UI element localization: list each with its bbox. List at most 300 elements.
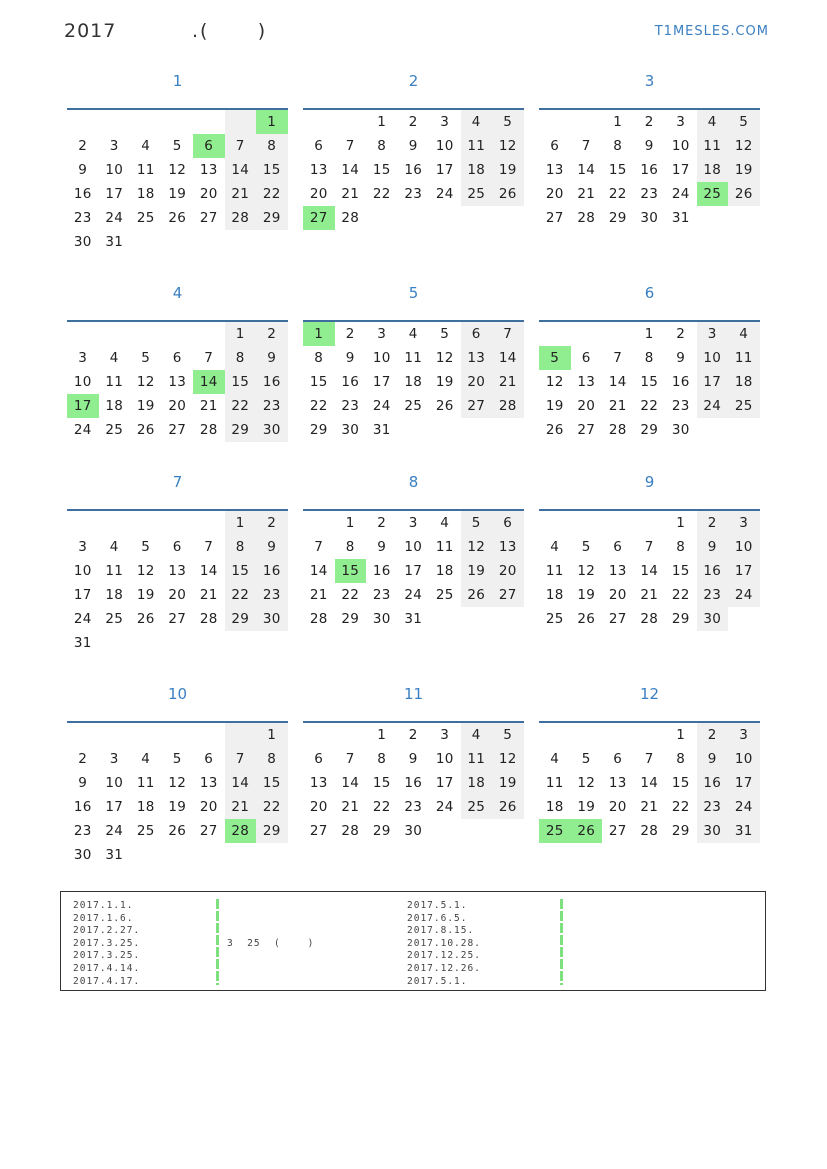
day-cell[interactable]: 6 [314,751,324,767]
day-cell[interactable]: 25 [697,182,729,206]
day-cell[interactable]: 15 [225,559,257,583]
day-cell[interactable]: 15 [225,370,257,394]
day-cell[interactable]: 4 [141,138,151,154]
day-cell[interactable]: 19 [168,799,187,815]
day-cell[interactable]: 1 [644,326,654,342]
day-cell[interactable]: 11 [728,346,760,370]
day-cell[interactable]: 10 [435,751,454,767]
day-cell[interactable]: 10 [73,563,92,579]
day-cell[interactable]: 9 [256,535,288,559]
day-cell[interactable]: 12 [577,563,596,579]
day-cell[interactable]: 18 [545,799,564,815]
day-cell[interactable]: 13 [545,162,564,178]
day-cell[interactable]: 24 [372,398,391,414]
day-cell[interactable]: 18 [545,587,564,603]
day-cell[interactable]: 14 [193,370,225,394]
day-cell[interactable]: 26 [492,795,524,819]
day-cell[interactable]: 26 [168,823,187,839]
day-cell[interactable]: 12 [136,374,155,390]
day-cell[interactable]: 28 [199,611,218,627]
day-cell[interactable]: 10 [105,775,124,791]
day-cell[interactable]: 8 [377,138,387,154]
day-cell[interactable]: 3 [78,539,88,555]
day-cell[interactable]: 22 [671,587,690,603]
day-cell[interactable]: 15 [608,162,627,178]
day-cell[interactable]: 23 [640,186,659,202]
day-cell[interactable]: 3 [440,114,450,130]
day-cell[interactable]: 16 [671,374,690,390]
day-cell[interactable]: 7 [345,138,355,154]
day-cell[interactable]: 30 [341,422,360,438]
day-cell[interactable]: 12 [492,134,524,158]
day-cell[interactable]: 20 [545,186,564,202]
day-cell[interactable]: 6 [492,511,524,535]
day-cell[interactable]: 19 [728,158,760,182]
day-cell[interactable]: 29 [225,607,257,631]
day-cell[interactable]: 20 [492,559,524,583]
day-cell[interactable]: 1 [225,511,257,535]
day-cell[interactable]: 24 [105,210,124,226]
day-cell[interactable]: 24 [404,587,423,603]
day-cell[interactable]: 27 [608,823,627,839]
day-cell[interactable]: 14 [225,771,257,795]
day-cell[interactable]: 24 [435,799,454,815]
day-cell[interactable]: 21 [309,587,328,603]
day-cell[interactable]: 8 [613,138,623,154]
day-cell[interactable]: 16 [404,775,423,791]
day-cell[interactable]: 19 [577,799,596,815]
day-cell[interactable]: 19 [136,398,155,414]
day-cell[interactable]: 25 [728,394,760,418]
day-cell[interactable]: 28 [309,611,328,627]
day-cell[interactable]: 5 [539,346,571,370]
day-cell[interactable]: 17 [671,162,690,178]
day-cell[interactable]: 20 [199,799,218,815]
day-cell[interactable]: 12 [168,162,187,178]
day-cell[interactable]: 24 [105,823,124,839]
day-cell[interactable]: 3 [728,723,760,747]
day-cell[interactable]: 19 [545,398,564,414]
day-cell[interactable]: 8 [676,539,686,555]
day-cell[interactable]: 7 [644,751,654,767]
day-cell[interactable]: 3 [697,322,729,346]
day-cell[interactable]: 27 [492,583,524,607]
day-cell[interactable]: 27 [608,611,627,627]
day-cell[interactable]: 9 [408,138,418,154]
day-cell[interactable]: 6 [581,350,591,366]
day-cell[interactable]: 30 [404,823,423,839]
day-cell[interactable]: 4 [697,110,729,134]
day-cell[interactable]: 6 [193,134,225,158]
day-cell[interactable]: 2 [78,138,88,154]
day-cell[interactable]: 7 [581,138,591,154]
day-cell[interactable]: 16 [73,799,92,815]
day-cell[interactable]: 1 [256,723,288,747]
day-cell[interactable]: 5 [172,138,182,154]
day-cell[interactable]: 28 [608,422,627,438]
day-cell[interactable]: 30 [697,819,729,843]
day-cell[interactable]: 28 [225,206,257,230]
day-cell[interactable]: 15 [256,771,288,795]
day-cell[interactable]: 20 [168,587,187,603]
day-cell[interactable]: 4 [461,723,493,747]
day-cell[interactable]: 26 [728,182,760,206]
day-cell[interactable]: 25 [136,210,155,226]
day-cell[interactable]: 30 [256,418,288,442]
day-cell[interactable]: 11 [545,563,564,579]
day-cell[interactable]: 21 [341,799,360,815]
day-cell[interactable]: 19 [136,587,155,603]
day-cell[interactable]: 22 [341,587,360,603]
day-cell[interactable]: 21 [577,186,596,202]
day-cell[interactable]: 21 [199,587,218,603]
day-cell[interactable]: 12 [168,775,187,791]
day-cell[interactable]: 8 [345,539,355,555]
day-cell[interactable]: 9 [78,162,88,178]
day-cell[interactable]: 25 [545,611,564,627]
day-cell[interactable]: 19 [492,158,524,182]
day-cell[interactable]: 30 [73,847,92,863]
day-cell[interactable]: 9 [78,775,88,791]
day-cell[interactable]: 1 [345,515,355,531]
day-cell[interactable]: 4 [141,751,151,767]
day-cell[interactable]: 11 [435,539,454,555]
day-cell[interactable]: 9 [676,350,686,366]
day-cell[interactable]: 18 [404,374,423,390]
day-cell[interactable]: 4 [109,539,119,555]
day-cell[interactable]: 3 [78,350,88,366]
day-cell[interactable]: 6 [314,138,324,154]
day-cell[interactable]: 3 [728,511,760,535]
day-cell[interactable]: 14 [492,346,524,370]
day-cell[interactable]: 17 [372,374,391,390]
day-cell[interactable]: 17 [67,394,99,418]
day-cell[interactable]: 10 [404,539,423,555]
day-cell[interactable]: 20 [199,186,218,202]
day-cell[interactable]: 6 [172,350,182,366]
day-cell[interactable]: 20 [608,799,627,815]
day-cell[interactable]: 24 [73,422,92,438]
day-cell[interactable]: 21 [225,182,257,206]
day-cell[interactable]: 26 [571,819,603,843]
day-cell[interactable]: 15 [335,559,367,583]
day-cell[interactable]: 29 [225,418,257,442]
day-cell[interactable]: 25 [461,795,493,819]
day-cell[interactable]: 9 [256,346,288,370]
day-cell[interactable]: 26 [545,422,564,438]
day-cell[interactable]: 21 [640,799,659,815]
day-cell[interactable]: 10 [728,747,760,771]
day-cell[interactable]: 6 [461,322,493,346]
day-cell[interactable]: 12 [492,747,524,771]
day-cell[interactable]: 22 [256,182,288,206]
day-cell[interactable]: 7 [225,134,257,158]
day-cell[interactable]: 18 [728,370,760,394]
day-cell[interactable]: 23 [404,799,423,815]
day-cell[interactable]: 24 [697,394,729,418]
day-cell[interactable]: 26 [136,611,155,627]
day-cell[interactable]: 20 [608,587,627,603]
day-cell[interactable]: 10 [728,535,760,559]
day-cell[interactable]: 17 [435,162,454,178]
day-cell[interactable]: 29 [256,206,288,230]
day-cell[interactable]: 23 [73,823,92,839]
day-cell[interactable]: 7 [345,751,355,767]
day-cell[interactable]: 19 [168,186,187,202]
day-cell[interactable]: 17 [697,370,729,394]
day-cell[interactable]: 5 [141,539,151,555]
day-cell[interactable]: 15 [671,775,690,791]
day-cell[interactable]: 31 [671,210,690,226]
day-cell[interactable]: 3 [377,326,387,342]
day-cell[interactable]: 21 [608,398,627,414]
day-cell[interactable]: 27 [309,823,328,839]
day-cell[interactable]: 15 [309,374,328,390]
day-cell[interactable]: 16 [404,162,423,178]
day-cell[interactable]: 16 [256,559,288,583]
day-cell[interactable]: 2 [256,511,288,535]
day-cell[interactable]: 7 [492,322,524,346]
day-cell[interactable]: 15 [372,162,391,178]
day-cell[interactable]: 13 [492,535,524,559]
day-cell[interactable]: 5 [728,110,760,134]
day-cell[interactable]: 27 [461,394,493,418]
day-cell[interactable]: 11 [136,162,155,178]
day-cell[interactable]: 9 [345,350,355,366]
day-cell[interactable]: 13 [309,775,328,791]
day-cell[interactable]: 18 [136,799,155,815]
day-cell[interactable]: 30 [640,210,659,226]
day-cell[interactable]: 2 [78,751,88,767]
day-cell[interactable]: 29 [341,611,360,627]
day-cell[interactable]: 27 [199,210,218,226]
day-cell[interactable]: 12 [461,535,493,559]
day-cell[interactable]: 6 [550,138,560,154]
day-cell[interactable]: 10 [697,346,729,370]
day-cell[interactable]: 30 [256,607,288,631]
day-cell[interactable]: 4 [728,322,760,346]
day-cell[interactable]: 13 [577,374,596,390]
day-cell[interactable]: 8 [676,751,686,767]
day-cell[interactable]: 31 [728,819,760,843]
day-cell[interactable]: 26 [461,583,493,607]
day-cell[interactable]: 12 [435,350,454,366]
day-cell[interactable]: 13 [309,162,328,178]
day-cell[interactable]: 18 [461,158,493,182]
day-cell[interactable]: 16 [372,563,391,579]
day-cell[interactable]: 18 [435,563,454,579]
day-cell[interactable]: 11 [105,374,124,390]
day-cell[interactable]: 1 [256,110,288,134]
day-cell[interactable]: 23 [697,795,729,819]
day-cell[interactable]: 8 [256,747,288,771]
day-cell[interactable]: 24 [728,795,760,819]
day-cell[interactable]: 19 [492,771,524,795]
day-cell[interactable]: 27 [168,611,187,627]
day-cell[interactable]: 20 [577,398,596,414]
day-cell[interactable]: 3 [109,138,119,154]
day-cell[interactable]: 15 [640,374,659,390]
day-cell[interactable]: 14 [225,158,257,182]
day-cell[interactable]: 22 [256,795,288,819]
day-cell[interactable]: 3 [676,114,686,130]
day-cell[interactable]: 8 [225,535,257,559]
day-cell[interactable]: 17 [73,587,92,603]
day-cell[interactable]: 13 [199,162,218,178]
day-cell[interactable]: 5 [172,751,182,767]
day-cell[interactable]: 2 [345,326,355,342]
day-cell[interactable]: 2 [408,727,418,743]
day-cell[interactable]: 20 [168,398,187,414]
day-cell[interactable]: 2 [408,114,418,130]
day-cell[interactable]: 9 [697,747,729,771]
day-cell[interactable]: 11 [105,563,124,579]
day-cell[interactable]: 5 [440,326,450,342]
day-cell[interactable]: 31 [105,847,124,863]
day-cell[interactable]: 26 [136,422,155,438]
day-cell[interactable]: 29 [608,210,627,226]
day-cell[interactable]: 18 [105,587,124,603]
day-cell[interactable]: 7 [613,350,623,366]
day-cell[interactable]: 15 [256,158,288,182]
day-cell[interactable]: 7 [204,539,214,555]
day-cell[interactable]: 14 [199,563,218,579]
day-cell[interactable]: 1 [377,114,387,130]
day-cell[interactable]: 14 [341,775,360,791]
day-cell[interactable]: 19 [435,374,454,390]
day-cell[interactable]: 28 [199,422,218,438]
day-cell[interactable]: 13 [199,775,218,791]
day-cell[interactable]: 31 [105,234,124,250]
day-cell[interactable]: 22 [640,398,659,414]
day-cell[interactable]: 14 [577,162,596,178]
day-cell[interactable]: 2 [256,322,288,346]
day-cell[interactable]: 24 [435,186,454,202]
day-cell[interactable]: 11 [404,350,423,366]
day-cell[interactable]: 10 [671,138,690,154]
day-cell[interactable]: 16 [256,370,288,394]
day-cell[interactable]: 25 [539,819,571,843]
day-cell[interactable]: 20 [309,186,328,202]
day-cell[interactable]: 1 [303,322,335,346]
day-cell[interactable]: 25 [105,422,124,438]
day-cell[interactable]: 29 [671,611,690,627]
day-cell[interactable]: 17 [105,799,124,815]
day-cell[interactable]: 27 [303,206,335,230]
day-cell[interactable]: 3 [408,515,418,531]
day-cell[interactable]: 30 [372,611,391,627]
day-cell[interactable]: 23 [404,186,423,202]
day-cell[interactable]: 25 [435,587,454,603]
day-cell[interactable]: 6 [172,539,182,555]
day-cell[interactable]: 3 [440,727,450,743]
day-cell[interactable]: 25 [404,398,423,414]
day-cell[interactable]: 9 [408,751,418,767]
day-cell[interactable]: 25 [105,611,124,627]
day-cell[interactable]: 17 [728,559,760,583]
day-cell[interactable]: 7 [204,350,214,366]
day-cell[interactable]: 22 [671,799,690,815]
day-cell[interactable]: 31 [372,422,391,438]
day-cell[interactable]: 18 [136,186,155,202]
day-cell[interactable]: 17 [728,771,760,795]
day-cell[interactable]: 4 [550,751,560,767]
day-cell[interactable]: 16 [640,162,659,178]
day-cell[interactable]: 11 [136,775,155,791]
day-cell[interactable]: 22 [608,186,627,202]
day-cell[interactable]: 31 [404,611,423,627]
day-cell[interactable]: 7 [225,747,257,771]
day-cell[interactable]: 21 [492,370,524,394]
day-cell[interactable]: 26 [577,611,596,627]
day-cell[interactable]: 17 [435,775,454,791]
day-cell[interactable]: 19 [461,559,493,583]
brand-link[interactable]: T1MESLES.COM [654,24,769,39]
day-cell[interactable]: 14 [309,563,328,579]
day-cell[interactable]: 8 [644,350,654,366]
day-cell[interactable]: 16 [73,186,92,202]
day-cell[interactable]: 22 [372,186,391,202]
day-cell[interactable]: 13 [608,775,627,791]
day-cell[interactable]: 14 [640,563,659,579]
day-cell[interactable]: 18 [697,158,729,182]
day-cell[interactable]: 12 [577,775,596,791]
day-cell[interactable]: 9 [644,138,654,154]
day-cell[interactable]: 23 [73,210,92,226]
day-cell[interactable]: 1 [613,114,623,130]
day-cell[interactable]: 8 [225,346,257,370]
day-cell[interactable]: 28 [492,394,524,418]
day-cell[interactable]: 19 [577,587,596,603]
day-cell[interactable]: 7 [644,539,654,555]
day-cell[interactable]: 11 [461,134,493,158]
day-cell[interactable]: 16 [341,374,360,390]
day-cell[interactable]: 4 [109,350,119,366]
day-cell[interactable]: 16 [697,771,729,795]
day-cell[interactable]: 30 [671,422,690,438]
day-cell[interactable]: 24 [73,611,92,627]
day-cell[interactable]: 5 [581,539,591,555]
day-cell[interactable]: 27 [199,823,218,839]
day-cell[interactable]: 28 [341,823,360,839]
day-cell[interactable]: 3 [109,751,119,767]
day-cell[interactable]: 20 [461,370,493,394]
day-cell[interactable]: 8 [314,350,324,366]
day-cell[interactable]: 18 [105,398,124,414]
day-cell[interactable]: 27 [577,422,596,438]
day-cell[interactable]: 17 [105,186,124,202]
day-cell[interactable]: 2 [377,515,387,531]
day-cell[interactable]: 1 [676,515,686,531]
day-cell[interactable]: 14 [640,775,659,791]
day-cell[interactable]: 17 [404,563,423,579]
day-cell[interactable]: 26 [168,210,187,226]
day-cell[interactable]: 25 [136,823,155,839]
day-cell[interactable]: 2 [697,511,729,535]
day-cell[interactable]: 6 [613,751,623,767]
day-cell[interactable]: 28 [225,819,257,843]
day-cell[interactable]: 22 [309,398,328,414]
day-cell[interactable]: 11 [697,134,729,158]
day-cell[interactable]: 27 [545,210,564,226]
day-cell[interactable]: 29 [671,823,690,839]
day-cell[interactable]: 20 [309,799,328,815]
day-cell[interactable]: 10 [105,162,124,178]
day-cell[interactable]: 21 [640,587,659,603]
day-cell[interactable]: 21 [199,398,218,414]
day-cell[interactable]: 10 [372,350,391,366]
day-cell[interactable]: 6 [613,539,623,555]
